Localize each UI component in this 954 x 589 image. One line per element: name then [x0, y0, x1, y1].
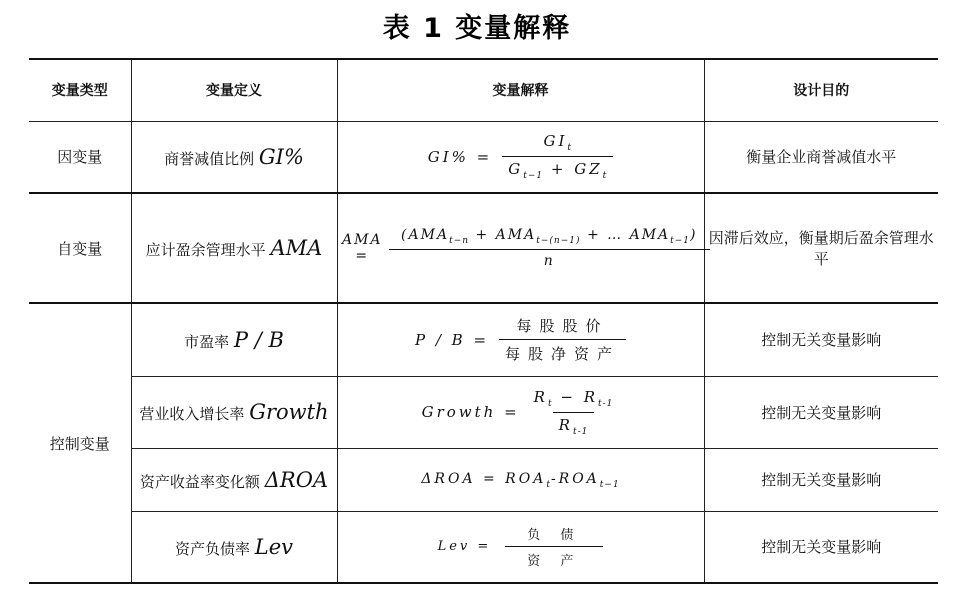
definition-cell: [131, 448, 337, 511]
definition-cn: 商誉减值比例: [164, 149, 255, 168]
purpose-cell: 控制无关变量影响: [704, 376, 938, 448]
purpose-cell: 控制无关变量影响: [704, 448, 938, 511]
purpose-cell: 因滞后效应，衡量期后盈余管理水平: [704, 193, 938, 303]
definition-cell: [131, 376, 337, 448]
formula-numerator: GI: [543, 132, 568, 151]
formula-numerator: 负 债: [527, 528, 582, 544]
header-explanation: 变量解释: [337, 59, 704, 121]
formula-subscript: t−(n−1): [536, 235, 581, 246]
formula-subscript: t−1: [599, 479, 620, 490]
formula-cell: [337, 303, 704, 376]
table-row: [29, 376, 938, 448]
formula-denominator: 每股净资产: [499, 339, 626, 364]
purpose-cell: 控制无关变量影响: [704, 303, 938, 376]
definition-symbol: GI%: [258, 144, 304, 169]
formula-subscript: t: [546, 479, 551, 490]
formula-numerator: R: [533, 387, 548, 406]
table-row: [29, 448, 938, 511]
formula-subscript: t-1: [598, 398, 614, 409]
formula-cell: [337, 121, 704, 193]
header-purpose: 设计目的: [704, 59, 938, 121]
definition-cell: [131, 121, 337, 193]
purpose-cell: 衡量企业商誉减值水平: [704, 121, 938, 193]
formula-lhs: Lev =: [437, 539, 492, 555]
definition-cn: 营业收入增长率: [139, 405, 245, 423]
definition-cn: 资产负债率: [174, 539, 250, 558]
definition-symbol: P / B: [233, 327, 284, 352]
definition-cn: 资产收益率变化额: [139, 472, 260, 491]
formula-subscript: t−1: [670, 235, 691, 246]
formula-cell: [337, 448, 704, 511]
table-row: [29, 121, 938, 193]
formula-paren: ): [690, 227, 698, 244]
formula-subscript: t-1: [572, 426, 589, 437]
formula-cell: [337, 193, 704, 303]
formula-text-term: -ROA: [550, 471, 600, 488]
formula-cell: [337, 511, 704, 583]
formula-subscript: t: [547, 398, 553, 409]
formula-text: ΔROA = ROA: [421, 471, 547, 488]
header-definition: 变量定义: [131, 59, 337, 121]
group-dependent: 因变量: [29, 121, 131, 193]
group-independent: 自变量: [29, 193, 131, 303]
table-row: [29, 193, 938, 303]
formula-lhs: AMA =: [341, 231, 383, 264]
formula-denominator: R: [558, 415, 573, 434]
definition-symbol: Lev: [254, 534, 294, 559]
formula-lhs: P / B =: [414, 330, 490, 349]
group-control: 控制变量: [29, 303, 131, 583]
formula-numerator-term: + AMA: [475, 227, 537, 244]
definition-symbol: ΔROA: [264, 467, 329, 492]
formula-denominator: G: [508, 160, 524, 179]
header-type: 变量类型: [29, 59, 131, 121]
formula-numerator-term: − R: [560, 387, 598, 406]
formula-subscript: t: [602, 171, 608, 182]
definition-symbol: Growth: [249, 400, 329, 424]
formula-denominator: n: [543, 252, 555, 269]
formula-lhs: Growth =: [421, 403, 520, 421]
table-title: 表 1 变量解释: [382, 13, 572, 44]
formula-denominator-rest: + GZ: [550, 160, 603, 179]
variable-table: [29, 58, 938, 584]
definition-cell: [131, 303, 337, 376]
table-row: [29, 511, 938, 583]
definition-cell: [131, 193, 337, 303]
definition-cn: 应计盈余管理水平: [145, 241, 266, 259]
definition-cn: 市盈率: [184, 332, 230, 351]
formula-subscript: t−1: [523, 171, 544, 182]
formula-cell: [337, 376, 704, 448]
definition-cell: [131, 511, 337, 583]
formula-lhs: GI% =: [427, 147, 493, 166]
table-row: [29, 303, 938, 376]
formula-numerator: (AMA: [401, 227, 450, 244]
formula-subscript: t−n: [449, 235, 470, 246]
formula-numerator: 每股股价: [516, 317, 609, 336]
formula-subscript: t: [567, 143, 573, 154]
formula-numerator-term: + … AMA: [586, 227, 671, 244]
definition-symbol: AMA: [270, 236, 323, 260]
formula-denominator: 资 产: [505, 546, 603, 569]
purpose-cell: 控制无关变量影响: [704, 511, 938, 583]
